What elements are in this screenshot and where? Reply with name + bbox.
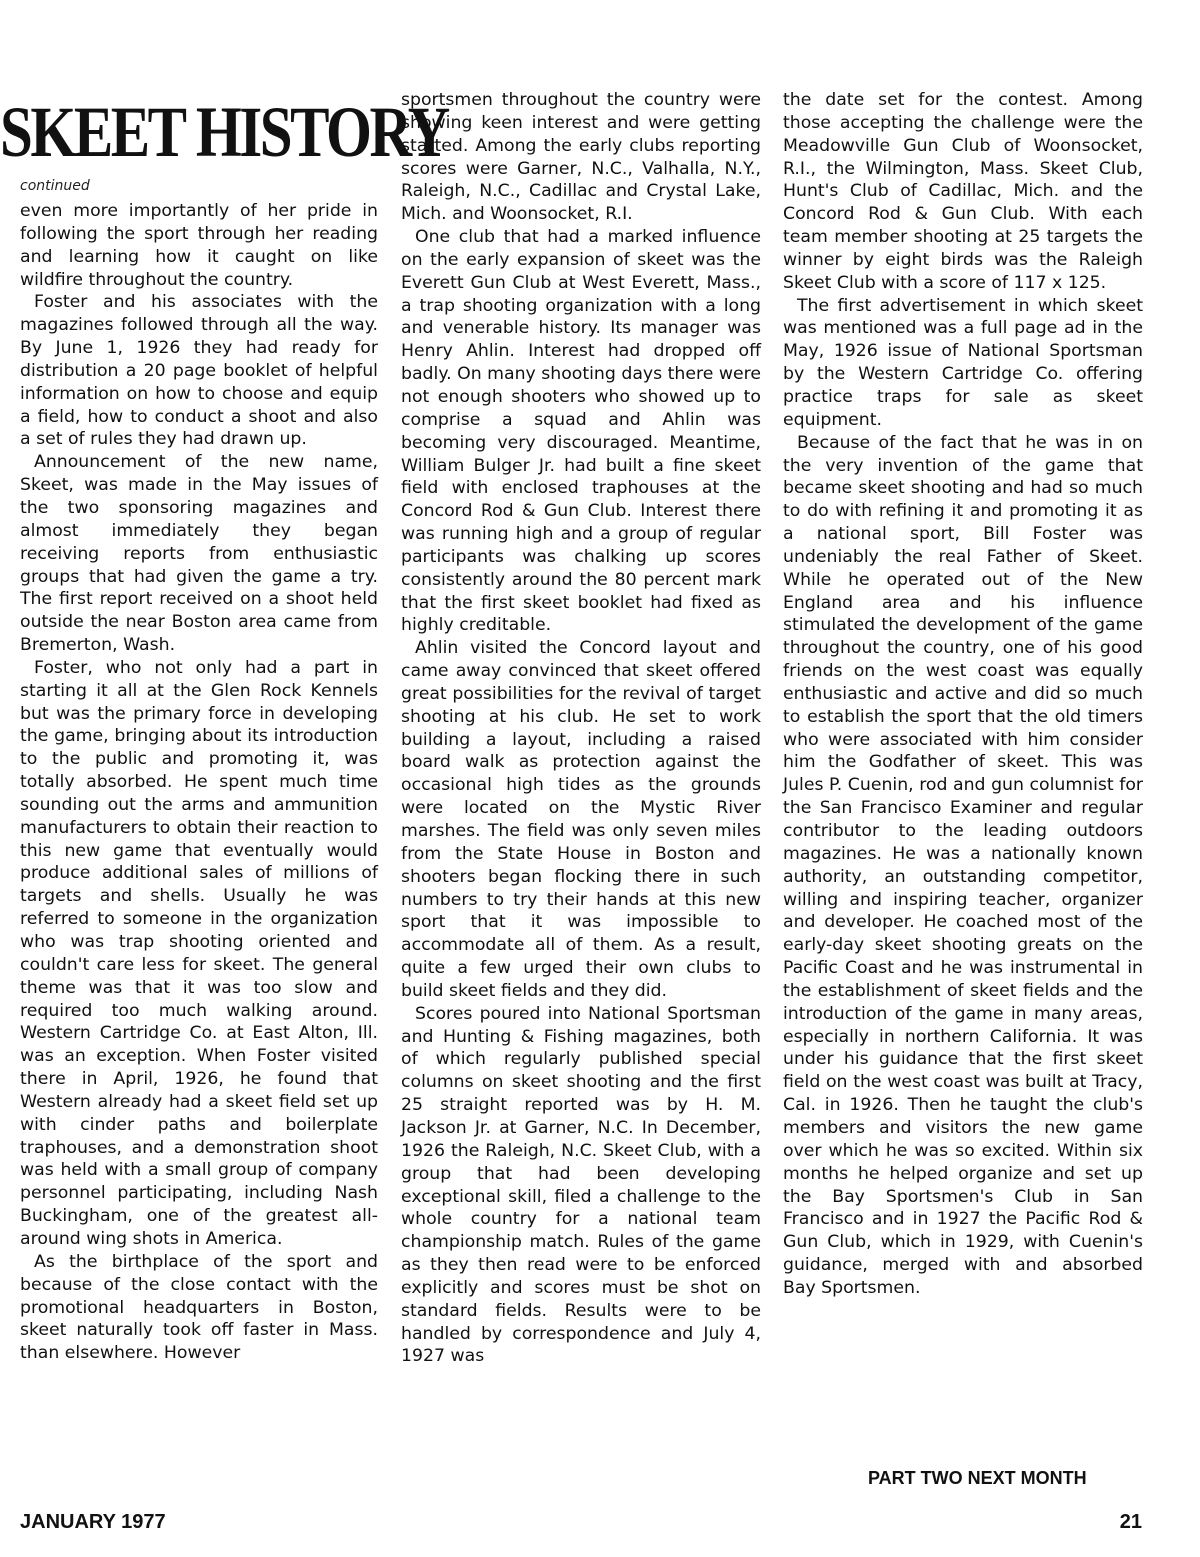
article-column-2 [401,89,761,1368]
article-column-1 [20,200,378,1365]
paragraph: sportsmen throughout the country were showing keen interest and were getting started. Among the early clubs reporting scores were Garner, N.C., Valhalla, N.Y., Raleigh, N.C., Cadillac and Crystal Lake, Mich. and Woonsocket, R.I. [401,90,761,225]
paragraph: Foster and his associates with the magazines followed through all the way. By June 1, 1926 they had ready for distribution a 20 page booklet of helpful information on how to choose and equip a field, how to conduct a shoot and also a set of rules they had drawn up. [20,292,378,450]
paragraph: even more importantly of her pride in following the sport through her reading and learning how it caught on like wildfire throughout the country. [20,201,378,290]
footer-page-number: 21 [1119,1511,1142,1533]
continued-label: continued [20,178,90,194]
paragraph: Scores poured into National Sportsman and Hunting & Fishing magazines, both of which regularly published special columns on skeet shooting and the first 25 straight reported was by H. M. Jackson Jr. at Garner, N.C. In December, 1926 the Raleigh, N.C. Skeet Club, with a group that had been developing exceptional skill, filed a challenge to the whole country for a national team championship match. Rules of the game as they then read were to be enforced explicitly and scores must be shot on standard fields. Results were to be handled by correspondence and July 4, 1927 was [401,1003,761,1367]
paragraph: One club that had a marked influence on the early expansion of skeet was the Everett Gun Club at West Everett, Mass., a trap shooting organization with a long and venerable history. Its manager was Henry Ahlin. Interest had dropped off badly. On many shooting days there were not enough shooters who showed up to comprise a squad and Ahlin was becoming very discouraged. Meantime, William Bulger Jr. had built a fine skeet field with enclosed traphouses at the Concord Rod & Gun Club. Interest there was running high and a group of regular participants was chalking up scores consistently around the 80 percent mark that the first skeet booklet had fixed as highly creditable. [401,227,761,636]
paragraph: As the birthplace of the sport and because of the close contact with the promotional headquarters in Boston, skeet naturally took off faster in Mass. than elsewhere. However [20,1251,378,1364]
article-column-3 [783,89,1143,1300]
paragraph: Ahlin visited the Concord layout and came away convinced that skeet offered great possibilities for the revival of target shooting at his club. He set to work building a layout, including a raised board walk as protection against the occasional high tides as the grounds were located on the Mystic River marshes. The field was only seven miles from the State House in Boston and shooters began flocking there in such numbers to try their hands at this new sport that it was impossible to accommodate all of them. As a result, quite a few urged their own clubs to build skeet fields and they did. [401,638,761,1001]
paragraph: Foster, who not only had a part in starting it all at the Glen Rock Kennels but was the primary force in developing the game, bringing about its introduction to the public and promoting it, was totally absorbed. He spent much time sounding out the arms and ammunition manufacturers to obtain their reaction to this new game that eventually would produce additional sales of millions of targets and shells. Usually he was referred to someone in the organization who was trap shooting oriented and couldn't care less for skeet. The general theme was that it was too slow and required too much walking around. Western Cartridge Co. at East Alton, Ill. was an exception. When Foster visited there in April, 1926, he found that Western already had a skeet field set up with cinder paths and boilerplate traphouses, and a demonstration shoot was held with a small group of company personnel participating, including Nash Buckingham, one of the greatest all-around wing shots in America. [20,657,378,1249]
paragraph: Announcement of the new name, Skeet, was made in the May issues of the two sponsoring magazines and almost immediately they began receiving reports from enthusiastic groups that had given the game a try. The first report received on a shoot held outside the near Boston area came from Bremerton, Wash. [20,452,378,656]
article-title: SKEET HISTORY [0,92,448,172]
paragraph: The first advertisement in which skeet was mentioned was a full page ad in the May, 1926 issue of National Sportsman by the Western Cartridge Co. offering practice traps for sale as skeet equipment. [783,295,1143,430]
continuation-note: PART TWO NEXT MONTH [868,1468,1087,1488]
paragraph: Because of the fact that he was in on the very invention of the game that became skeet shooting and had so much to do with refining it and promoting it as a national sport, Bill Foster was undeniably the real Father of Skeet. While he operated out of the New England area and his influence stimulated the development of the game throughout the country, one of his good friends on the west coast was equally enthusiastic and active and did so much to establish the sport that the old timers who were associated with him consider him the Godfather of skeet. This was Jules P. Cuenin, rod and gun columnist for the San Francisco Examiner and regular contributor to the leading outdoors magazines. He was a nationally known authority, an outstanding competitor, willing and inspiring teacher, organizer and developer. He coached most of the early-day skeet shooting greats on the Pacific Coast and he was instrumental in the establishment of skeet fields and the introduction of the game in many areas, especially in northern California. It was under his guidance that the first skeet field on the west coast was built at Tracy, Cal. in 1926. Then he taught the club's members and visitors the new game over which he was so excited. Within six months he helped organize and set up the Bay Sportsmen's Club in San Francisco and in 1927 the Pacific Rod & Gun Club, which in 1929, with Cuenin's guidance, merged with and absorbed Bay Sportsmen. [783,432,1143,1298]
footer-issue-date: JANUARY 1977 [20,1511,166,1533]
paragraph: the date set for the contest. Among those accepting the challenge were the Meadowville Gun Club of Woonsocket, R.I., the Wilmington, Mass. Skeet Club, Hunt's Club of Cadillac, Mich. and the Concord Rod & Gun Club. With each team member shooting at 25 targets the winner by eight birds was the Raleigh Skeet Club with a score of 117 x 125. [783,90,1143,293]
